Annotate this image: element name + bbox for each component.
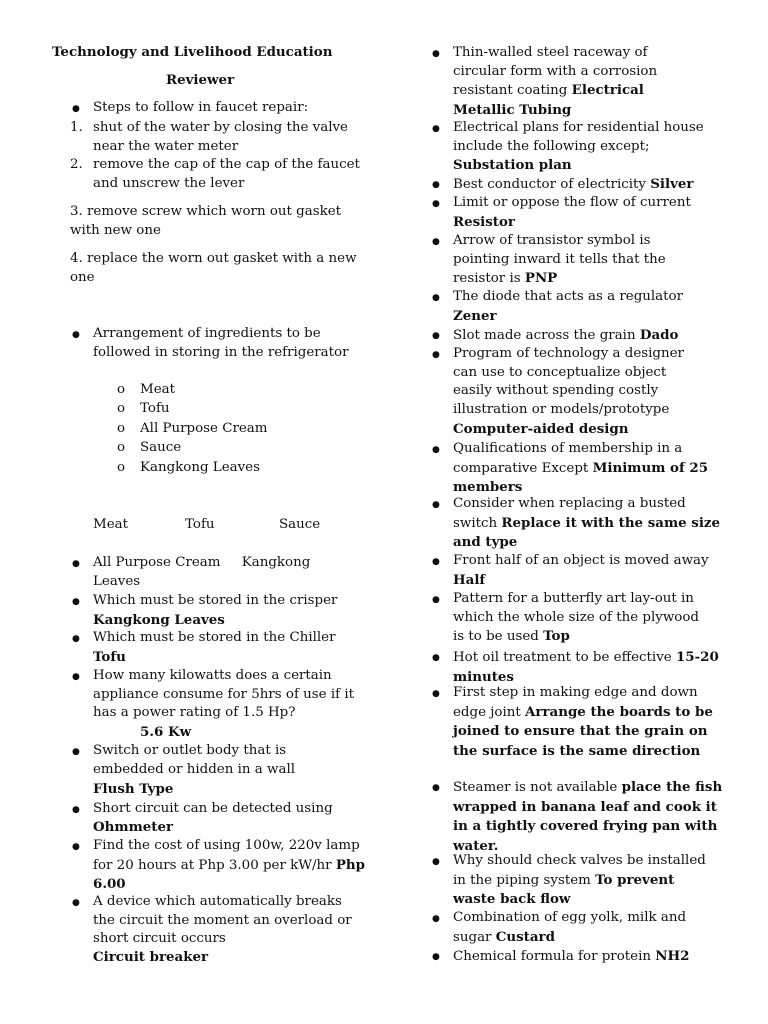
bullet-icon: ● — [72, 634, 80, 644]
question-text: The diode that acts as a regulator — [453, 289, 684, 304]
circle-bullet-icon: o — [117, 401, 126, 416]
bullet-icon: ● — [432, 199, 440, 209]
question-text: Find the cost of using 100w, 220v lamp for 20 hours at Php 3.00 per kW/hr — [93, 838, 360, 873]
answer-text: Minimum of 25 members — [453, 459, 709, 496]
answer-text: Electrical Metallic Tubing — [453, 82, 644, 118]
question-item — [453, 194, 728, 232]
ingredient-item: All Purpose Cream — [140, 421, 268, 436]
question-text: Limit or oppose the flow of current — [453, 195, 691, 210]
answer-text: Arrange the boards to be joined to ensure that the grain on the surface is the same direction — [453, 703, 713, 759]
question-text: Hot oil treatment to be effective — [453, 650, 672, 665]
question-item — [453, 590, 713, 647]
question-item — [453, 232, 708, 289]
question-text: All Purpose Cream Kangkong Leaves — [93, 555, 315, 589]
question-item — [93, 592, 338, 630]
bullet-icon: ● — [432, 293, 440, 303]
question-item — [93, 837, 368, 895]
question-text: Arrow of transistor symbol is pointing inward it tells that the resistor is — [453, 233, 666, 287]
document-title: Technology and Livelihood Education — [52, 44, 333, 60]
answer-text: Custard — [495, 928, 555, 945]
bullet-icon: ● — [432, 331, 440, 341]
circle-bullet-icon: o — [117, 382, 126, 397]
bullet-icon: ● — [72, 805, 80, 815]
bullet-icon: ● — [432, 49, 440, 59]
question-item — [453, 326, 743, 346]
question-item — [453, 175, 743, 195]
ingredient-item: Kangkong Leaves — [140, 460, 260, 475]
document-subtitle: Reviewer — [166, 72, 235, 88]
question-item — [453, 852, 718, 910]
circle-bullet-icon: o — [117, 421, 126, 436]
bullet-icon: ● — [72, 747, 80, 757]
question-text: Combination of egg yolk, milk and sugar — [453, 910, 687, 945]
bullet-icon: ● — [72, 104, 80, 114]
step-3: 3. remove screw which worn out gasket with new one — [70, 204, 342, 238]
question-text: Best conductor of electricity — [453, 177, 646, 192]
answer-text: NH2 — [655, 948, 690, 964]
question-item — [453, 648, 728, 687]
answer-text: To prevent waste back flow — [453, 871, 675, 908]
answer-text: Kangkong Leaves — [93, 611, 225, 628]
circle-bullet-icon: o — [117, 440, 126, 455]
question-text: Slot made across the grain — [453, 328, 636, 343]
bullet-icon: ● — [432, 689, 440, 699]
step-text: shut of the water by closing the valve near the water meter — [93, 120, 348, 154]
step-4: 4. replace the worn out gasket with a new one — [70, 251, 357, 285]
question-item — [93, 629, 338, 667]
bullet-icon: ● — [432, 350, 440, 360]
bullet-icon: ● — [432, 124, 440, 134]
bullet-icon: ● — [432, 445, 440, 455]
question-item — [453, 495, 728, 553]
ingredient-item: Tofu — [140, 401, 170, 416]
bullet-icon: ● — [432, 783, 440, 793]
question-text: Steamer is not available — [453, 780, 618, 795]
question-text: Why should check valves be installed in the piping system — [453, 853, 706, 888]
question-item — [453, 947, 758, 967]
question-text: A device which automatically breaks the circuit the moment an overload or short circuit occurs — [93, 894, 352, 947]
question-item — [453, 44, 698, 120]
question-text: Program of technology a designer can use to conceptualize object easily without spending costly illustration or models/prototype — [453, 346, 684, 417]
question-text: Chemical formula for protein — [453, 949, 651, 964]
answer-text: 5.6 Kw — [140, 724, 192, 740]
bullet-icon: ● — [432, 595, 440, 605]
question-item — [453, 288, 723, 326]
bullet-icon: ● — [72, 842, 80, 852]
step-number: 2. — [70, 157, 83, 172]
bullet-icon: ● — [432, 237, 440, 247]
row-item: Sauce — [279, 517, 321, 532]
question-text: How many kilowatts does a certain appliance consume for 5hrs of use if it has a power rating of 1.5 Hp? — [93, 668, 354, 721]
answer-text: Dado — [639, 327, 679, 343]
bullet-icon: ● — [432, 557, 440, 567]
bullet-icon: ● — [72, 898, 80, 908]
bullet-icon: ● — [432, 653, 440, 663]
answer-text: Flush Type — [93, 781, 174, 797]
question-text: First step in making edge and down edge joint — [453, 685, 698, 720]
answer-text: Resistor — [453, 213, 515, 230]
faucet-heading: Steps to follow in faucet repair: — [93, 100, 309, 115]
row-item: Tofu — [185, 517, 215, 532]
answer-text: Replace it with the same size and type — [453, 514, 721, 551]
bullet-icon: ● — [432, 180, 440, 190]
question-item — [453, 552, 718, 590]
question-item — [453, 778, 728, 856]
answer-text: Half — [453, 571, 486, 588]
question-text: Consider when replacing a busted switch — [453, 496, 686, 531]
answer-text: Ohmmeter — [93, 819, 174, 835]
answer-text: place the fish wrapped in banana leaf and cook it in a tightly covered frying pan with water. — [453, 779, 723, 854]
step-number: 1. — [70, 120, 83, 135]
bullet-icon: ● — [72, 672, 80, 682]
question-item — [453, 909, 728, 947]
question-item — [453, 119, 728, 176]
answer-text: Substation plan — [453, 157, 572, 174]
bullet-icon: ● — [72, 330, 80, 340]
answer-text: Php 6.00 — [93, 856, 365, 893]
step-text: remove the cap of the cap of the faucet and unscrew the lever — [93, 157, 360, 191]
circle-bullet-icon: o — [117, 460, 126, 475]
answer-text: Circuit breaker — [93, 949, 209, 965]
answer-text: Top — [543, 628, 570, 645]
bullet-icon: ● — [72, 597, 80, 607]
question-text: Which must be stored in the Chiller — [93, 630, 336, 645]
question-text: Qualifications of membership in a comparative Except — [453, 441, 683, 476]
answer-text: Computer-aided design — [453, 421, 629, 437]
question-item — [453, 684, 718, 761]
ingredient-item: Meat — [140, 382, 176, 397]
question-item — [453, 440, 728, 498]
question-text: Thin-walled steel raceway of circular form with a corrosion resistant coating — [453, 45, 658, 99]
question-text: Short circuit can be detected using — [93, 801, 333, 816]
bullet-icon: ● — [432, 500, 440, 510]
question-text: Front half of an object is moved away — [453, 553, 709, 568]
answer-text: Silver — [650, 176, 694, 192]
question-text: Pattern for a butterfly art lay-out in which the whole size of the plywood is to be used — [453, 591, 699, 645]
bullet-icon: ● — [432, 914, 440, 924]
answer-text: Zener — [453, 307, 497, 324]
arrangement-text: Arrangement of ingredients to be followed in storing in the refrigerator — [93, 326, 349, 360]
answer-text: Tofu — [93, 648, 126, 665]
bullet-icon: ● — [432, 857, 440, 867]
row-item: Meat — [93, 517, 129, 532]
answer-text: PNP — [524, 270, 558, 287]
answer-text: 15-20 minutes — [453, 649, 719, 685]
question-text: Electrical plans for residential house include the following except; — [453, 120, 704, 154]
ingredient-item: Sauce — [140, 440, 182, 455]
bullet-icon: ● — [432, 952, 440, 962]
bullet-icon: ● — [72, 559, 80, 569]
question-text: Which must be stored in the crisper — [93, 593, 338, 608]
question-text: Switch or outlet body that is embedded or hidden in a wall — [93, 743, 296, 777]
